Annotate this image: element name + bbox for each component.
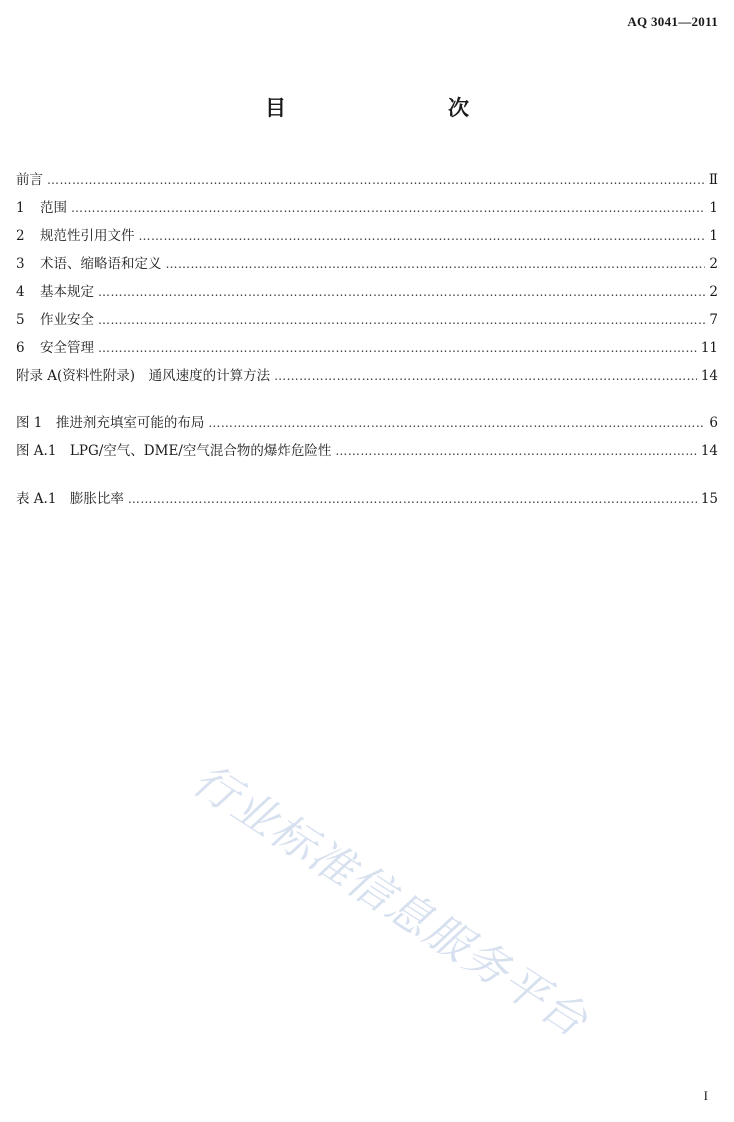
page-number: I (703, 1088, 708, 1103)
toc-leader-dots (274, 369, 697, 383)
toc-entry-number: 1 (16, 200, 25, 216)
toc-entry-foreword[interactable] (16, 168, 718, 190)
toc-leader-dots (335, 444, 696, 458)
toc-entry-page: 1 (709, 228, 718, 244)
toc-entry-number: 6 (16, 340, 25, 356)
toc-entry-page: 2 (709, 256, 718, 272)
toc-entry-page: 1 (709, 200, 718, 216)
toc-leader-dots (128, 492, 697, 506)
toc-leader-dots (98, 285, 705, 299)
toc-entry-page: 14 (700, 443, 718, 459)
toc-entry-number: 2 (16, 228, 25, 244)
toc-entry-terms[interactable] (16, 252, 718, 274)
toc-entry-title: 基本规定 (40, 284, 94, 300)
toc-entry-appendix-a[interactable] (16, 364, 718, 386)
toc-leader-dots (208, 416, 705, 430)
watermark: 行业标准信息服务平台 (183, 754, 598, 1048)
toc-entry-scope[interactable] (16, 196, 718, 218)
page-title: 目 次 (265, 95, 509, 120)
toc-entry-normative-references[interactable] (16, 224, 718, 246)
toc-leader-dots (98, 313, 705, 327)
toc-entry-page: 15 (700, 491, 718, 507)
toc-entry-title: 图 A.1 LPG/空气、DME/空气混合物的爆炸危险性 (16, 443, 332, 459)
toc-entry-page: 14 (700, 368, 718, 384)
toc-entry-title: 术语、缩略语和定义 (40, 256, 162, 272)
toc-entry-number: 4 (16, 284, 25, 300)
toc-entry-page: 6 (709, 415, 718, 431)
toc-entry-title: 图 1 推进剂充填室可能的布局 (16, 415, 205, 431)
toc-entry-operation-safety[interactable] (16, 308, 718, 330)
toc-entry-title: 前言 (16, 172, 43, 188)
toc-entry-basic-provisions[interactable] (16, 280, 718, 302)
toc-entry-page: 7 (709, 312, 718, 328)
toc-entry-number: 5 (16, 312, 25, 328)
toc-entry-safety-management[interactable] (16, 336, 718, 358)
toc-entry-title: 范围 (40, 200, 67, 216)
toc-leader-dots (47, 173, 705, 187)
toc-leader-dots (71, 201, 705, 215)
toc-entry-title: 附录 A(资料性附录) 通风速度的计算方法 (16, 368, 271, 384)
toc-leader-dots (166, 257, 706, 271)
toc-entry-title: 安全管理 (40, 340, 94, 356)
toc-entry-figure-1[interactable] (16, 411, 718, 433)
toc-entry-title: 作业安全 (40, 312, 94, 328)
standard-code: AQ 3041—2011 (627, 14, 718, 29)
toc-leader-dots (98, 341, 697, 355)
toc-entry-table-a1[interactable] (16, 487, 718, 509)
toc-entry-page: 2 (709, 284, 718, 300)
toc-entry-title: 表 A.1 膨胀比率 (16, 491, 124, 507)
toc-entry-figure-a1[interactable] (16, 439, 718, 461)
toc-leader-dots (139, 229, 706, 243)
toc-entry-title: 规范性引用文件 (40, 228, 135, 244)
toc-entry-number: 3 (16, 256, 25, 272)
toc-entry-page: Ⅱ (708, 172, 718, 188)
toc-entry-page: 11 (700, 340, 718, 356)
